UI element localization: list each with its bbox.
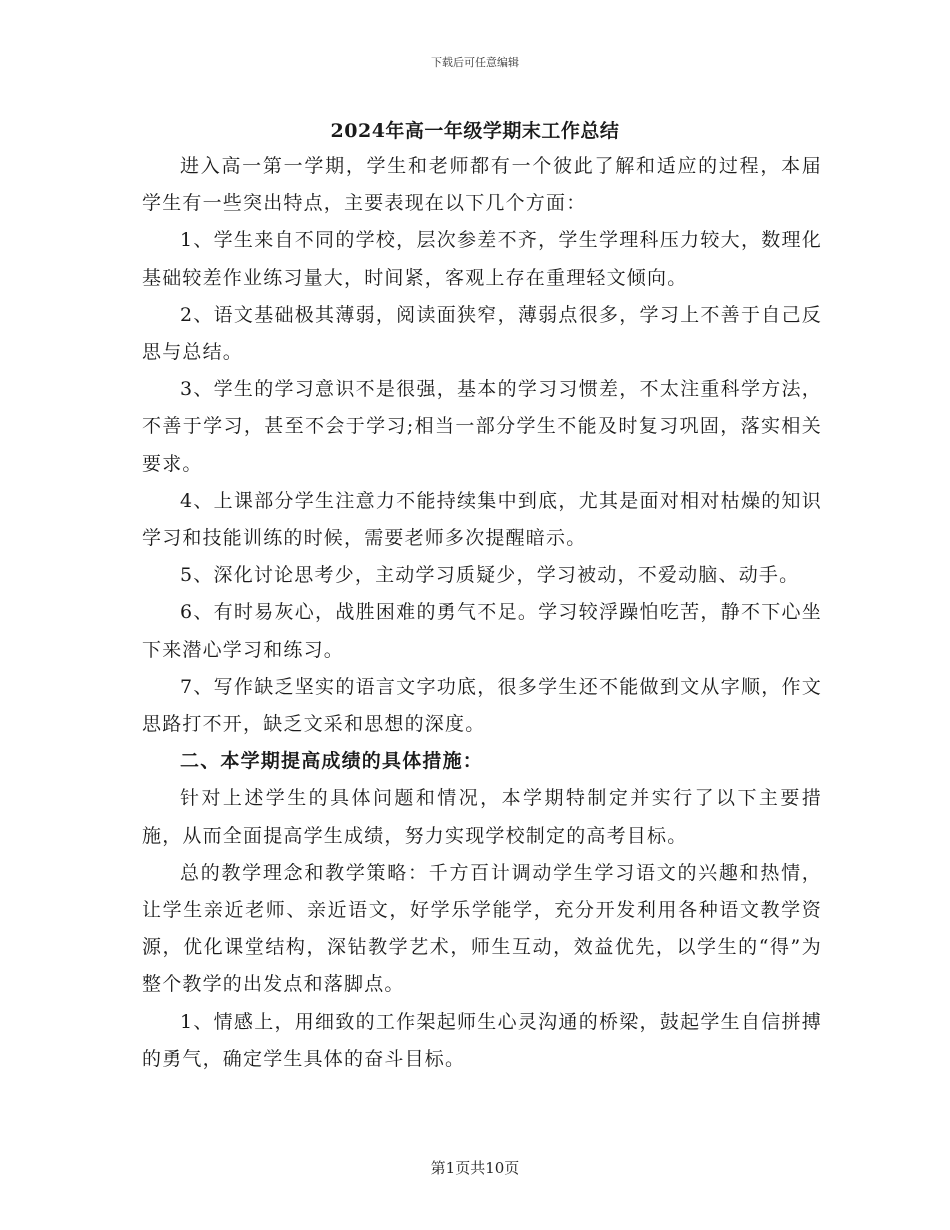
paragraph-point-5: 5、深化讨论思考少，主动学习质疑少，学习被动，不爱动脑、动手。: [180, 564, 800, 587]
document-body: [142, 148, 822, 1078]
paragraph-point-4: 4、上课部分学生注意力不能持续集中到底，尤其是面对相对枯燥的知识学习和技能训练的时候，需要老师多次提醒暗示。: [142, 489, 822, 550]
paragraph-intro: 进入高一第一学期，学生和老师都有一个彼此了解和适应的过程，本届学生有一些突出特点，主要表现在以下几个方面：: [142, 155, 822, 215]
section-heading: 二、本学期提高成绩的具体措施：: [180, 750, 484, 773]
paragraph-point-1: 1、学生来自不同的学校，层次参差不齐，学生学理科压力较大，数理化基础较差作业练习量大，时间紧，客观上存在重理轻文倾向。: [142, 229, 822, 289]
paragraph-point-7: 7、写作缺乏坚实的语言文字功底，很多学生还不能做到文从字顺，作文思路打不开，缺乏文采和思想的深度。: [142, 675, 822, 736]
paragraph-point-6: 6、有时易灰心，战胜困难的勇气不足。学习较浮躁怕吃苦，静不下心坐下来潜心学习和练习。: [142, 601, 822, 661]
paragraph-measures-intro: 针对上述学生的具体问题和情况，本学期特制定并实行了以下主要措施，从而全面提高学生成绩，努力实现学校制定的高考目标。: [142, 787, 822, 847]
paragraph-measure-1: 1、情感上，用细致的工作架起师生心灵沟通的桥梁，鼓起学生自信拼搏的勇气，确定学生具体的奋斗目标。: [142, 1010, 822, 1070]
document-title: 2024年高一年级学期末工作总结: [330, 120, 620, 142]
paragraph-teaching-strategy: 总的教学理念和教学策略：千方百计调动学生学习语文的兴趣和热情，让学生亲近老师、亲近语文，好学乐学能学，充分开发利用各种语文教学资源，优化课堂结构，深钻教学艺术，师生互动，效益优先，以学生的“得”为整个教学的出发点和落脚点。: [142, 861, 822, 996]
header-note: 下载后可任意编辑: [431, 56, 519, 69]
paragraph-point-2: 2、语文基础极其薄弱，阅读面狭窄，薄弱点很多，学习上不善于自己反思与总结。: [142, 303, 822, 364]
page-number: 第1页共10页: [430, 1159, 520, 1177]
paragraph-point-3: 3、学生的学习意识不是很强，基本的学习习惯差，不太注重科学方法，不善于学习，甚至不会于学习;相当一部分学生不能及时复习巩固，落实相关要求。: [142, 378, 822, 475]
